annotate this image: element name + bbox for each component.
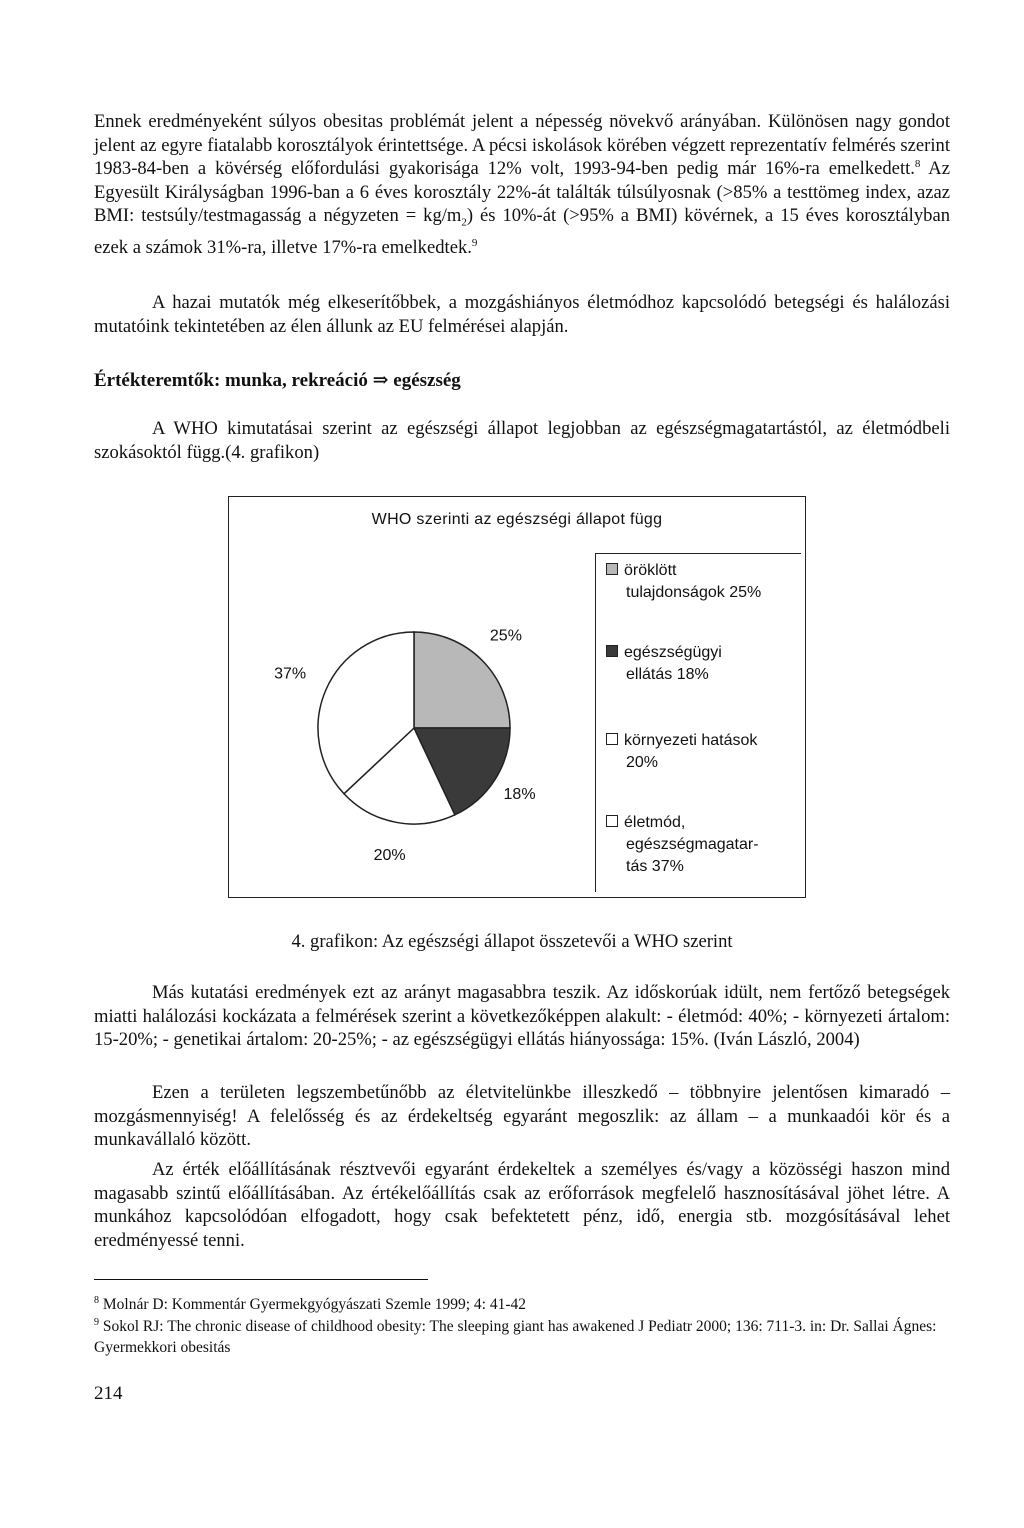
legend-swatch bbox=[606, 733, 618, 745]
footnote-text: Molnár D: Kommentár Gyermekgyógyászati Szemle 1999; 4: 41-42 bbox=[99, 1296, 527, 1313]
legend-item-healthcare bbox=[606, 642, 796, 686]
pie-slice-inherited bbox=[414, 632, 510, 728]
legend-label: 20% bbox=[626, 754, 659, 771]
paragraph-text: Az Egyesült Királyságban 1996-ban a 6 éves korosztály 22%-át találták túlsúlyosnak (>85% a testtömeg index, azaz BMI: testsúly/testmagasság a négyzeten = kg/m bbox=[94, 158, 950, 227]
pie-data-label-inherited: 25% bbox=[489, 627, 522, 645]
paragraph-text: ) és 10%-át (>95% a BMI) kövérnek, a 15 éves korosztályban ezek a számok 31%-ra, illetve 17%-ra emelkedtek. bbox=[94, 205, 950, 258]
legend-item-lifestyle bbox=[606, 812, 796, 878]
pie-data-label-lifestyle: 37% bbox=[274, 665, 307, 683]
footnote-mark: 8 bbox=[94, 1294, 99, 1306]
footnote-rule bbox=[94, 1279, 428, 1280]
figure-caption: 4. grafikon: Az egészségi állapot összetevői a WHO szerint bbox=[291, 931, 733, 952]
pie-data-label-environment: 20% bbox=[373, 846, 406, 864]
footnote-text: Sokol RJ: The chronic disease of childhood obesity: The sleeping giant has awakened J Pediatr 2000; 136: 711-3. in: Dr. Sallai Ágnes: Gyermekkori obesitás bbox=[94, 1318, 937, 1356]
paragraph-text: Ennek eredményeként súlyos obesitas problémát jelent a népesség növekvő arányában. Különösen nagy gondot jelent az egyre fiatalabb korosztályok érintettsége. A pécsi iskolások körében végzett reprezentatív felmérés szerint 1983-84-ben a kövérség előfordulási gyakorisága 12% volt, 1993-94-ben pedig már 16%-ra emelkedett. bbox=[94, 111, 950, 180]
footnote-9 bbox=[94, 1316, 950, 1358]
legend-label: tás 37% bbox=[626, 858, 684, 875]
footnote-ref-9: 9 bbox=[471, 236, 478, 249]
chart-legend bbox=[595, 553, 801, 892]
legend-label: egészségügyi bbox=[624, 644, 722, 661]
pie-data-label-healthcare: 18% bbox=[503, 786, 536, 804]
paragraph-other-research: Más kutatási eredmények ezt az arányt magasabbra teszik. Az időskorúak idült, nem fertőző betegségek miatti halálozási kockázata a felmérések szerint a következőképpen alakult: - életmód: 40%; - környezeti ártalom: 15-20%; - genetikai ártalom: 20-25%; - az egészségügyi ellátás hiányossága: 15%. (Iván László, 2004) bbox=[94, 982, 950, 1051]
paragraph-domestic-indicators: A hazai mutatók még elkeserítőbbek, a mozgáshiányos életmódhoz kapcsolódó betegségi és halálozási mutatóink tekintetében az élen állunk az EU felmérései alapján. bbox=[94, 292, 950, 337]
section-heading: Értékteremtők: munka, rekreáció ⇒ egészség bbox=[94, 370, 461, 391]
chart-figure bbox=[228, 496, 806, 898]
chart-title: WHO szerinti az egészségi állapot függ bbox=[371, 511, 663, 528]
legend-swatch bbox=[606, 645, 618, 657]
legend-label: környezeti hatások bbox=[624, 732, 758, 749]
paragraph-value-creation: Az érték előállításának résztvevői egyaránt érdekeltek a személyes és/vagy a közösségi haszon mind magasabb szintű előállításában. Az értékelőállítás csak az erőforrások megfelelő hasznosításával jöhet létre. A munkához kapcsolódóan elfogadott, hogy csak befektetett pénz, idő, energia stb. mozgósításával lehet eredményessé tenni. bbox=[94, 1159, 950, 1251]
legend-label: egészségmagatar- bbox=[626, 836, 759, 853]
subscript: 2 bbox=[461, 217, 467, 230]
legend-label: ellátás 18% bbox=[626, 666, 709, 683]
legend-label: öröklött bbox=[624, 562, 677, 579]
legend-item-inherited bbox=[606, 560, 796, 604]
legend-label: életmód, bbox=[624, 814, 686, 831]
legend-swatch bbox=[606, 815, 618, 827]
footnote-ref-8: 8 bbox=[914, 158, 921, 170]
paragraph-who: A WHO kimutatásai szerint az egészségi állapot legjobban az egészségmagatartástól, az életmódbeli szokásoktól függ.(4. grafikon) bbox=[94, 418, 950, 463]
legend-item-environment bbox=[606, 730, 796, 774]
page-number: 214 bbox=[94, 1383, 123, 1404]
legend-label: tulajdonságok 25% bbox=[626, 584, 762, 601]
footnote-mark: 9 bbox=[94, 1316, 99, 1328]
footnote-8 bbox=[94, 1294, 950, 1315]
paragraph-movement: Ezen a területen legszembetűnőbb az életvitelünkbe illeszkedő – többnyire jelentősen kimaradó – mozgásmennyiség! A felelősség és az érdekeltség egyaránt megoszlik: az állam – a munkaadói kör és a munkavállaló között. bbox=[94, 1082, 950, 1151]
paragraph-obesity-stats bbox=[94, 110, 950, 259]
legend-swatch bbox=[606, 563, 618, 575]
